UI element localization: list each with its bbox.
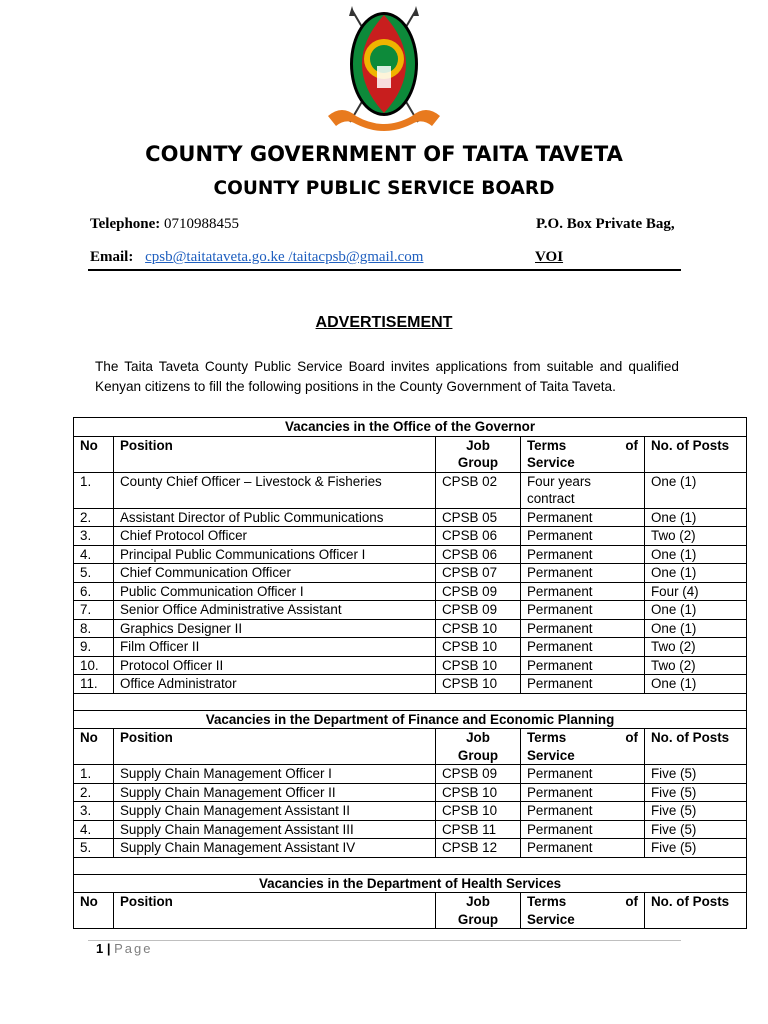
page-separator: | <box>106 941 111 956</box>
row-no: 11. <box>74 675 114 694</box>
col-job-group-line2: Group <box>457 747 499 763</box>
header-divider <box>88 269 681 271</box>
row-terms: Permanent <box>521 783 645 802</box>
row-no: 3. <box>74 527 114 546</box>
col-terms-header <box>521 436 645 472</box>
row-job-group: CPSB 12 <box>436 839 521 858</box>
col-terms-header <box>521 893 645 929</box>
telephone-label: Telephone: <box>90 216 161 232</box>
row-terms: Permanent <box>521 765 645 784</box>
row-job-group: CPSB 10 <box>436 675 521 694</box>
table-row <box>74 545 747 564</box>
row-terms: Permanent <box>521 656 645 675</box>
row-job-group: CPSB 10 <box>436 619 521 638</box>
row-posts: Four (4) <box>645 582 747 601</box>
row-terms: Permanent <box>521 839 645 858</box>
row-no: 6. <box>74 582 114 601</box>
col-terms-line1a: Terms <box>527 894 567 909</box>
row-position: Senior Office Administrative Assistant <box>114 601 436 620</box>
row-position: Supply Chain Management Assistant III <box>114 820 436 839</box>
section-spacer <box>74 693 747 710</box>
row-position: Supply Chain Management Officer I <box>114 765 436 784</box>
row-job-group: CPSB 09 <box>436 582 521 601</box>
col-posts-header: No. of Posts <box>645 436 747 472</box>
row-no: 5. <box>74 564 114 583</box>
table-row <box>74 820 747 839</box>
section-title: Vacancies in the Office of the Governor <box>74 418 747 437</box>
footer-divider <box>88 940 681 941</box>
row-position: Assistant Director of Public Communications <box>114 508 436 527</box>
col-no-header: No <box>74 729 114 765</box>
table-row <box>74 802 747 821</box>
row-position: Graphics Designer II <box>114 619 436 638</box>
row-position: Supply Chain Management Assistant II <box>114 802 436 821</box>
table-row <box>74 527 747 546</box>
col-terms-line1a: Terms <box>527 437 567 453</box>
section-title-row <box>74 874 747 893</box>
telephone-value: 0710988455 <box>164 216 240 232</box>
row-job-group: CPSB 10 <box>436 783 521 802</box>
address-line-1: P.O. Box Private Bag, <box>536 216 675 232</box>
row-no: 2. <box>74 508 114 527</box>
row-posts: One (1) <box>645 619 747 638</box>
col-job-group-header <box>436 436 521 472</box>
section-title: Vacancies in the Department of Health Services <box>74 874 747 893</box>
section-title-row <box>74 710 747 729</box>
row-position: Supply Chain Management Assistant IV <box>114 839 436 858</box>
col-terms-line1b: of <box>625 437 638 453</box>
vacancies-table <box>73 417 747 929</box>
col-job-group-line1: Job <box>466 437 490 453</box>
col-job-group-line2: Group <box>457 911 499 927</box>
row-job-group: CPSB 05 <box>436 508 521 527</box>
col-job-group-line1: Job <box>466 894 490 909</box>
row-position: Chief Protocol Officer <box>114 527 436 546</box>
table-row <box>74 638 747 657</box>
row-terms: Permanent <box>521 564 645 583</box>
table-row <box>74 472 747 508</box>
row-job-group: CPSB 06 <box>436 527 521 546</box>
col-job-group-line1: Job <box>466 730 490 745</box>
col-terms-header <box>521 729 645 765</box>
row-position: Protocol Officer II <box>114 656 436 675</box>
row-job-group: CPSB 02 <box>436 472 521 508</box>
row-posts: Two (2) <box>645 527 747 546</box>
table-row <box>74 656 747 675</box>
email-line <box>90 249 423 266</box>
row-position: Chief Communication Officer <box>114 564 436 583</box>
row-posts: Five (5) <box>645 765 747 784</box>
col-terms-line2: Service <box>527 747 575 763</box>
row-position: Supply Chain Management Officer II <box>114 783 436 802</box>
row-terms: Permanent <box>521 601 645 620</box>
row-posts: One (1) <box>645 601 747 620</box>
column-header-row <box>74 893 747 929</box>
row-job-group: CPSB 06 <box>436 545 521 564</box>
row-no: 8. <box>74 619 114 638</box>
row-terms: Permanent <box>521 638 645 657</box>
col-position-header: Position <box>114 729 436 765</box>
col-position-header: Position <box>114 893 436 929</box>
row-no: 9. <box>74 638 114 657</box>
row-posts: Five (5) <box>645 783 747 802</box>
row-posts: One (1) <box>645 564 747 583</box>
table-row <box>74 783 747 802</box>
section-spacer <box>74 857 747 874</box>
col-no-header: No <box>74 893 114 929</box>
row-posts: One (1) <box>645 472 747 508</box>
row-job-group: CPSB 10 <box>436 656 521 675</box>
row-position: County Chief Officer – Livestock & Fisheries <box>114 472 436 508</box>
page-subtitle: COUNTY PUBLIC SERVICE BOARD <box>213 178 555 199</box>
address-line-2: VOI <box>535 249 564 265</box>
table-row <box>74 508 747 527</box>
table-row <box>74 765 747 784</box>
page-number: 1 <box>96 941 104 956</box>
row-position: Film Officer II <box>114 638 436 657</box>
row-posts: Two (2) <box>645 638 747 657</box>
section-title-row <box>74 418 747 437</box>
col-terms-line2: Service <box>527 455 575 470</box>
row-no: 10. <box>74 656 114 675</box>
row-position: Principal Public Communications Officer I <box>114 545 436 564</box>
col-job-group-line2: Group <box>457 455 499 470</box>
section-title: Vacancies in the Department of Finance and Economic Planning <box>74 710 747 729</box>
row-terms: Permanent <box>521 802 645 821</box>
col-terms-line1a: Terms <box>527 730 567 745</box>
row-posts: Five (5) <box>645 839 747 858</box>
row-no: 3. <box>74 802 114 821</box>
row-position: Office Administrator <box>114 675 436 694</box>
col-no-header: No <box>74 436 114 472</box>
row-job-group: CPSB 10 <box>436 802 521 821</box>
row-job-group: CPSB 09 <box>436 601 521 620</box>
row-job-group: CPSB 10 <box>436 638 521 657</box>
email-link[interactable]: cpsb@taitataveta.go.ke /taitacpsb@gmail.com <box>145 249 424 265</box>
row-no: 1. <box>74 472 114 508</box>
row-no: 4. <box>74 820 114 839</box>
column-header-row <box>74 436 747 472</box>
row-terms: Permanent <box>521 619 645 638</box>
row-job-group: CPSB 07 <box>436 564 521 583</box>
table-row <box>74 601 747 620</box>
row-terms: Permanent <box>521 545 645 564</box>
row-posts: One (1) <box>645 675 747 694</box>
table-row <box>74 582 747 601</box>
table-row <box>74 675 747 694</box>
row-terms: Four years contract <box>521 472 645 508</box>
col-job-group-header <box>436 729 521 765</box>
row-no: 1. <box>74 765 114 784</box>
row-terms: Permanent <box>521 582 645 601</box>
row-terms: Permanent <box>521 527 645 546</box>
col-job-group-header <box>436 893 521 929</box>
col-posts-header: No. of Posts <box>645 893 747 929</box>
row-no: 5. <box>74 839 114 858</box>
page-label: Page <box>114 941 153 956</box>
col-posts-header: No. of Posts <box>645 729 747 765</box>
row-no: 4. <box>74 545 114 564</box>
advertisement-heading: ADVERTISEMENT <box>315 314 453 331</box>
col-position-header: Position <box>114 436 436 472</box>
telephone-line <box>90 216 239 233</box>
email-label: Email: <box>90 249 134 265</box>
row-posts: One (1) <box>645 545 747 564</box>
row-job-group: CPSB 09 <box>436 765 521 784</box>
intro-paragraph: The Taita Taveta County Public Service Board invites applications from suitable and qualified Kenyan citizens to fill the following positions in the County Government of Taita Taveta. <box>95 359 679 394</box>
table-row <box>74 619 747 638</box>
column-header-row <box>74 729 747 765</box>
row-posts: Two (2) <box>645 656 747 675</box>
row-terms: Permanent <box>521 675 645 694</box>
col-terms-line1b: of <box>625 894 638 909</box>
page-footer <box>96 941 153 956</box>
row-posts: Five (5) <box>645 802 747 821</box>
row-no: 7. <box>74 601 114 620</box>
row-terms: Permanent <box>521 820 645 839</box>
col-terms-line2: Service <box>527 911 575 927</box>
row-posts: Five (5) <box>645 820 747 839</box>
row-posts: One (1) <box>645 508 747 527</box>
row-no: 2. <box>74 783 114 802</box>
col-terms-line1b: of <box>625 730 638 745</box>
row-job-group: CPSB 11 <box>436 820 521 839</box>
table-row <box>74 839 747 858</box>
table-row <box>74 564 747 583</box>
row-terms: Permanent <box>521 508 645 527</box>
row-position: Public Communication Officer I <box>114 582 436 601</box>
page-title: COUNTY GOVERNMENT OF TAITA TAVETA <box>145 142 623 166</box>
county-crest <box>322 4 446 136</box>
